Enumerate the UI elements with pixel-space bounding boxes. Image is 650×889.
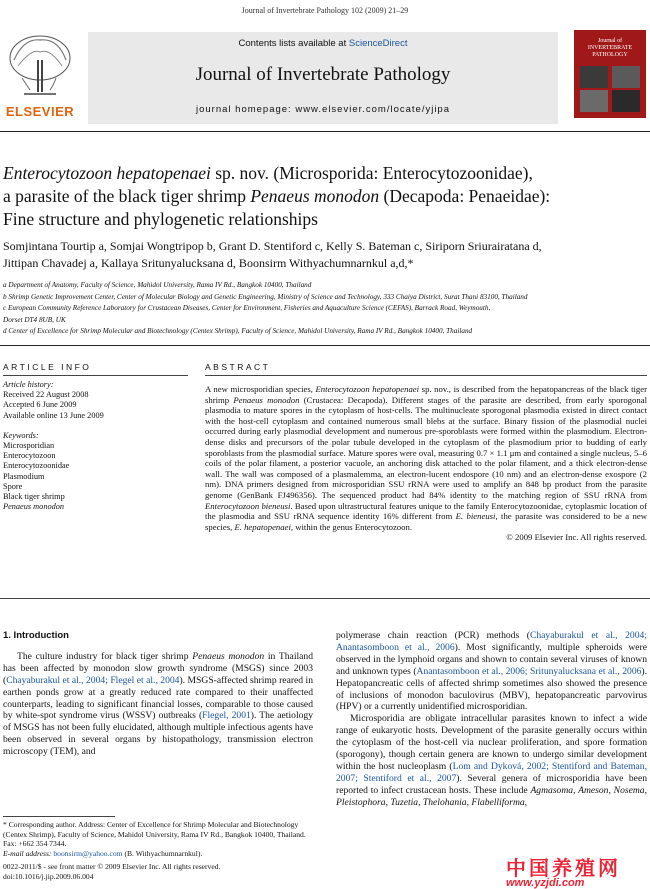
abstract-part: , within the genus Enterocytozoon. [290,521,413,532]
abstract-italic: Penaeus monodon [233,394,300,405]
affiliation-rule [0,345,650,346]
title-line3: Fine structure and phylogenetic relationships [3,209,318,229]
article-info-heading: ARTICLE INFO [3,362,92,372]
keywords-label: Keywords: [3,430,39,440]
text-run: ). Most significantly, multiple spheroids were observed in the lymphoid organs and shown to contain several viruses of known and unknown types ( [336,641,647,677]
running-head: Journal of Invertebrate Pathology 102 (2009) 21–29 [241,6,409,15]
abstract-rule [205,375,647,376]
affiliation-c-cont: Dorset DT4 8UB, UK [3,315,66,324]
article-info [3,380,188,512]
keyword: Black tiger shrimp [3,492,65,502]
online-date: Available online 13 June 2009 [3,410,104,420]
journal-title: Journal of Invertebrate Pathology [195,64,451,85]
abstract-part: . Based upon ultrastructural features unique to the family Enterocytozoonidae, cytoplasmic location of the plasmodia and SSU rRNA sequence identity 16% different from [205,500,648,522]
article-info-rule [3,375,188,376]
title-genus-species: Enterocytozoon hepatopenaei [3,163,211,183]
title-line1-rest: sp. nov. (Microsporida: Enterocytozoonidae), [210,163,533,183]
abstract-italic: E. bieneusi [455,511,496,522]
abstract-heading: ABSTRACT [205,362,271,372]
keyword: Penaeus monodon [3,502,65,512]
abstract-part: A new microsporidian species, [205,384,316,394]
keyword: Enterocytozoon [3,451,56,461]
keyword: Spore [3,481,23,491]
section-heading-introduction: 1. Introduction [3,630,69,641]
abstract-bottom-rule [0,598,650,599]
history-label: Article history: [3,380,54,389]
footnote [3,820,313,859]
contents-prefix: Contents lists available at [238,38,347,49]
affiliation-a: a Department of Anatomy, Faculty of Science, Mahidol University, Rama IV Rd., Bangkok 10400, Thailand [3,281,312,289]
intro-paragraph-1 [3,651,313,758]
watermark-line1: 中国养殖网 [506,858,621,880]
body-column-left [3,630,313,758]
abstract-part: sp. nov., is described from the hepatopancreas of the black tiger shrimp [205,384,647,405]
title-line2-b: (Decapoda: Penaeidae): [379,186,551,206]
masthead-rule [0,131,650,132]
text-run-italic: Penaeus monodon [192,650,265,662]
affiliation-d: d Center of Excellence for Shrimp Molecular and Biotechnology (Centex Shrimp), Faculty of Science, Mahidol University, Rama IV Rd., Bangkok 10400, Thailand [3,327,473,335]
title-line2-italic: Penaeus monodon [250,186,380,206]
affiliation-b: b Shrimp Genetic Improvement Center, Center of Molecular Biology and Genetic Engineering, Ministry of Science and Technology, 333 Chaiya District, Surat Thani 83100, Thailand [3,292,528,301]
author-list [3,238,643,272]
affiliation-c: c European Community Reference Laboratory for Crustacean Diseases, Center for Environment, Fisheries and Aquaculture Science (CEFAS), Barrack Road, Weymouth, [3,304,491,312]
citation-link[interactable]: Chayaburakul et al., 2004; Anantasomboon et al., 2006 [336,630,647,653]
footnote-rule [3,816,115,817]
abstract-part: , the parasite was considered to be a new species, [205,511,647,532]
citation-link[interactable]: Anantasomboon et al., 2006; Sritunyalucksana et al., 2006 [416,665,642,677]
contents-line [88,38,558,49]
affiliations [3,280,648,338]
body-column-right [336,630,647,809]
cover-title: Journal of INVERTEBRATE PATHOLOGY [587,38,633,58]
text-run: The culture industry for black tiger shrimp [17,650,193,662]
corresponding-author-note: * Corresponding author. Address: Center of Excellence for Shrimp Molecular and Biotechnology (Centex Shrimp), Faculty of Science, Mahidol University, Rama IV Rd., Bangkok 10400, Thailand. Fax: +662 354 7344. [3,820,306,849]
issn-line: 0022-2011/$ - see front matter © 2009 Elsevier Inc. All rights reserved. [3,862,221,871]
abstract-italic: Enterocytozoon bieneusi [205,500,291,511]
watermark-line2: www.yzjdi.com [506,877,585,889]
citation-link[interactable]: Chayaburakul et al., 2004; Flegel et al., 2004 [6,674,180,686]
doi-line[interactable]: doi:10.1016/j.jip.2009.06.004 [3,871,94,881]
email-link[interactable]: boonsirm@yahoo.com [53,849,123,859]
authors-line1: Somjintana Tourtip a, Somjai Wongtripop b, Grant D. Stentiford c, Kelly S. Bateman c, Siriporn Sriurairatana d, [3,239,542,253]
authors-line2: Jittipan Chavadej a, Kallaya Sritunyalucksana d, Boonsirm Withyachumnarnkul a,d,* [3,256,414,270]
text-run: Microsporidia are obligate intracellular parasites known to infect a wide range of eukaryotic hosts. Development of the parasite generally occurs within the cytoplasm of the host-cell via nuclear proliferation, and spore formation (sporogony), though certain genera are known to undergo similar development within the host nucleoplasm ( [336,713,647,772]
journal-homepage[interactable]: journal homepage: www.elsevier.com/locate/yjipa [196,104,450,115]
intro-paragraph-1-cont [336,630,647,713]
elsevier-tree-logo [4,30,76,114]
abstract-part: (Crustacea: Decapoda). Different stages of the parasite are described, from early sporogonal plasmodia to mature spores in the cytoplasm of host-cells. The multinucleate sporogonal plasmodia existed in direct contact with the host-cell cytoplasm and contained numerous small blebs at the surface. Binary fission of the plasmodial nuclei occurred during early plasmodial development and numerous pre-sporoblasts were formed within the plasmodium. Electron-dense disks and precursors of the polar tubule developed in the cytoplasm of the plasmodium prior to budding of early sporoblasts from the plasmodial surface. Mature spores were oval, measuring 0.7 × 1.1 μm and contained a single nucleus, 5–6 coils of the polar filament, a posterior vacuole, an anchoring disk attached to the polar filament, and a thick electron-dense wall. The wall was composed of a plasmalemma, an electron-lucent endospore (10 nm) and an electron-dense exospore (2 nm). DNA primers designed from microsporidian SSU rRNA were used to amplify an 848 bp product from the parasite genome (GenBank FJ496356). The sequenced product had 84% identity to the matching region of SSU rRNA from [205,394,647,500]
title-line2-a: a parasite of the black tiger shrimp [3,186,251,206]
text-run: ). MSGS-affected shrimp reared in earthen ponds grow at a greatly reduced rate compared to their unaffected counterparts, leading to significant financial losses, comparable to those caused by white-spot syndrome virus (WSSV) outbreaks ( [3,674,313,722]
text-run: ). Hepatopancreatic cells of affected shrimp sometimes also showed the presence of inclusions of monodon baculovirus (MBV), hepatopancreatic parvovirus (HPV) or a currently unidentified microsporidian. [336,665,648,713]
text-run: ). The aetiology of MSGS has not been fully elucidated, although multiple infectious agents have been observed in several organs by histopathology, transmission electron microscopy (TEM), and [3,710,313,758]
keyword: Enterocytozoonidae [3,461,70,471]
abstract-copyright: © 2009 Elsevier Inc. All rights reserved. [506,532,647,543]
elsevier-wordmark: ELSEVIER [5,104,75,119]
received-date: Received 22 August 2008 [3,390,89,400]
text-run-italic: Agmasoma, Ameson, Nosema, Pleistophora, Tuzetia, Thelohania, Flabelliforma, [336,784,647,808]
sciencedirect-link[interactable]: ScienceDirect [348,38,408,49]
email-suffix: (B. Withyachumnarnkul). [122,849,203,859]
keyword: Microsporidian [3,441,55,451]
text-run: polymerase chain reaction (PCR) methods ( [336,630,530,641]
abstract-italic: Enterocytozoon hepatopenaei [315,384,420,394]
text-run: ). Several genera of microsporidia have been reported to infect crustacean hosts. These include [336,772,647,796]
citation-link[interactable]: Flegel, 2001 [202,710,251,722]
keyword: Plasmodium [3,471,45,481]
abstract-text [205,384,647,543]
watermark [506,852,650,889]
accepted-date: Accepted 6 June 2009 [3,400,77,410]
abstract-italic: E. hepatopenaei [234,521,291,532]
citation-link[interactable]: Lom and Dyková, 2002; Stentiford and Bateman, 2007; Stentiford et al., 2007 [336,760,647,784]
front-matter-info [3,862,313,881]
intro-paragraph-2 [336,713,647,808]
email-label: E-mail address: [3,849,54,859]
text-run: in Thailand has been affected by monodon slow growth syndrome (MSGS) since 2003 ( [3,650,313,686]
article-title [3,162,643,231]
